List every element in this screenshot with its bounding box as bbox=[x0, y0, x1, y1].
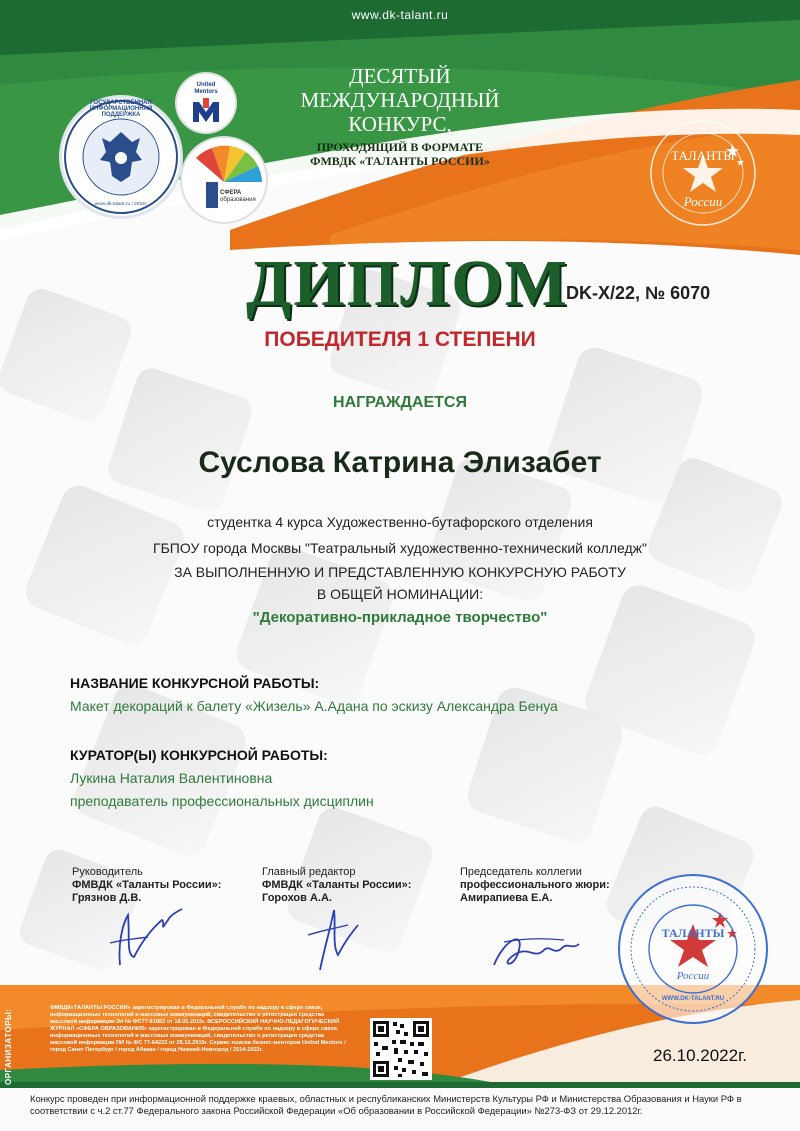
curator-position: преподаватель профессиональных дисциплин bbox=[70, 793, 374, 809]
curator-name: Лукина Наталия Валентиновна bbox=[70, 770, 273, 786]
issue-date: 26.10.2022г. bbox=[653, 1046, 747, 1065]
contest-title-line-2: МЕЖДУНАРОДНЫЙ bbox=[300, 88, 500, 112]
talanty-logo-line-2: России bbox=[683, 194, 723, 209]
awarded-label: НАГРАЖДАЕТСЯ bbox=[333, 394, 467, 411]
signature-3-icon bbox=[484, 920, 584, 980]
contest-subtitle bbox=[270, 140, 530, 168]
um-line-1: United bbox=[196, 82, 216, 88]
contest-sub-line-2: ФМВДК «ТАЛАНТЫ РОССИИ» bbox=[310, 154, 490, 168]
contest-title-line-1: ДЕСЯТЫЙ bbox=[349, 64, 451, 88]
um-line-2: Mentors bbox=[194, 89, 218, 95]
sig-2-role-1: Главный редактор bbox=[262, 866, 356, 878]
contest-sub-line-1: ПРОХОДЯЩИЙ В ФОРМАТЕ bbox=[316, 140, 484, 154]
winner-degree: ПОБЕДИТЕЛЯ 1 СТЕПЕНИ bbox=[264, 328, 536, 351]
sfera-line-2: образования bbox=[220, 197, 256, 203]
footer-note: Конкурс проведен при информационной поддержке краевых, областных и республиканских Министерств Культуры РФ и Министерства Образования и Науки РФ в соответствии с ч.2 ст.77 Федерального закона Российской Федерации «Об образовании в Российской Федерации» №273-ФЗ от 29.12.2012г. bbox=[30, 1093, 742, 1116]
united-mentors-logo bbox=[177, 74, 235, 132]
gov-support-logo bbox=[62, 98, 180, 216]
work-title-value: Макет декораций к балету «Жизель» А.Адана по эскизу Александра Бенуа bbox=[70, 698, 558, 714]
stamp-icon bbox=[616, 872, 770, 1026]
stamp-line-2: России bbox=[676, 970, 710, 982]
talanty-star-icon bbox=[648, 118, 758, 228]
sig-1-role-2: ФМВДК «Таланты России»: bbox=[72, 879, 222, 891]
qr-code-icon[interactable] bbox=[370, 1018, 432, 1080]
organizers-text: ФМВДК«ТАЛАНТЫ РОССИИ» зарегистрирован в Федеральной службе по надзору в сфере связи, информационных технологий и массовых коммуникаций, свидетельство о регистрации средства массовой информации Эл № ФС77-61883 от 18.05.2015г. ВСЕРОССИЙСКИЙ НАУЧНО-ПЕДАГОГИЧЕСКИЙ ЖУРНАЛ «СФЕРА ОБРАЗОВАНИЯ» зарегистрирован в Федеральной службе по надзору в сфере связи, информационных технологий и массовых коммуникаций, свидетельство о регистрации средства массовой информации ПИ № ФС 77-64222 от 25.12.2015г. Сервис поиска бизнес-менторов United Mentors / город Санкт Петербург / город Абакан / город Нижний-Новгород / 2014-2022г. bbox=[50, 1005, 346, 1053]
sig-2-name: Горохов А.А. bbox=[262, 892, 332, 904]
talanty-rossii-logo bbox=[648, 118, 758, 228]
site-url[interactable]: www.dk-talant.ru bbox=[351, 8, 449, 22]
gov-logo-small: www.dk-talant.ru / 2022г. bbox=[94, 202, 148, 207]
sfera-line-1: СФЕРА bbox=[220, 190, 242, 196]
sfera-sun-icon bbox=[182, 138, 266, 222]
sig-2-role-2: ФМВДК «Таланты России»: bbox=[262, 879, 412, 891]
sig-3-role-1: Председатель коллегии bbox=[460, 866, 582, 878]
diploma-title: ДИПЛОМ bbox=[246, 247, 569, 320]
recipient-line-1: студентка 4 курса Художественно-бутафорского отделения bbox=[207, 514, 593, 530]
recipient-name: Суслова Катрина Элизабет bbox=[198, 446, 602, 479]
contest-title-line-3: КОНКУРС, bbox=[348, 112, 452, 136]
signature-2-icon bbox=[300, 895, 370, 975]
sfera-logo bbox=[182, 138, 266, 222]
sig-3-name: Амирапиева Е.А. bbox=[460, 892, 553, 904]
sig-3-role-2: профессионального жюри: bbox=[460, 879, 610, 891]
gov-logo-text: ГОСУДАРСТВЕННАЯ ИНФОРМАЦИОННАЯ ПОДДЕРЖКА bbox=[89, 100, 153, 118]
stamp-url: WWW.DK-TALANT.RU bbox=[661, 996, 725, 1002]
work-title-label: НАЗВАНИЕ КОНКУРСНОЙ РАБОТЫ: bbox=[70, 675, 320, 691]
curator-label: КУРАТОР(Ы) КОНКУРСНОЙ РАБОТЫ: bbox=[70, 747, 328, 763]
award-reason-line-2: В ОБЩЕЙ НОМИНАЦИИ: bbox=[316, 586, 484, 602]
organizers-label: ОРГАНИЗАТОРЫ: bbox=[4, 1008, 13, 1085]
diploma-number: DK-X/22, № 6070 bbox=[566, 283, 711, 303]
nomination: "Декоративно-прикладное творчество" bbox=[252, 609, 548, 626]
um-emblem-icon bbox=[191, 98, 221, 124]
talanty-logo-line-1: ТАЛАНТЫ bbox=[671, 148, 735, 163]
sig-1-role-1: Руководитель bbox=[72, 866, 143, 878]
award-reason-line-1: ЗА ВЫПОЛНЕННУЮ И ПРЕДСТАВЛЕННУЮ КОНКУРСНУЮ РАБОТУ bbox=[174, 564, 626, 580]
signature-1-icon bbox=[100, 895, 190, 975]
stamp-line-1: ТАЛАНТЫ bbox=[661, 926, 725, 940]
contest-title bbox=[270, 64, 530, 136]
recipient-line-2: ГБПОУ города Москвы "Театральный художественно-технический колледж" bbox=[153, 540, 647, 556]
official-stamp bbox=[616, 872, 770, 1026]
signature-block-3 bbox=[460, 866, 610, 905]
sig-1-name: Грязнов Д.В. bbox=[72, 892, 142, 904]
